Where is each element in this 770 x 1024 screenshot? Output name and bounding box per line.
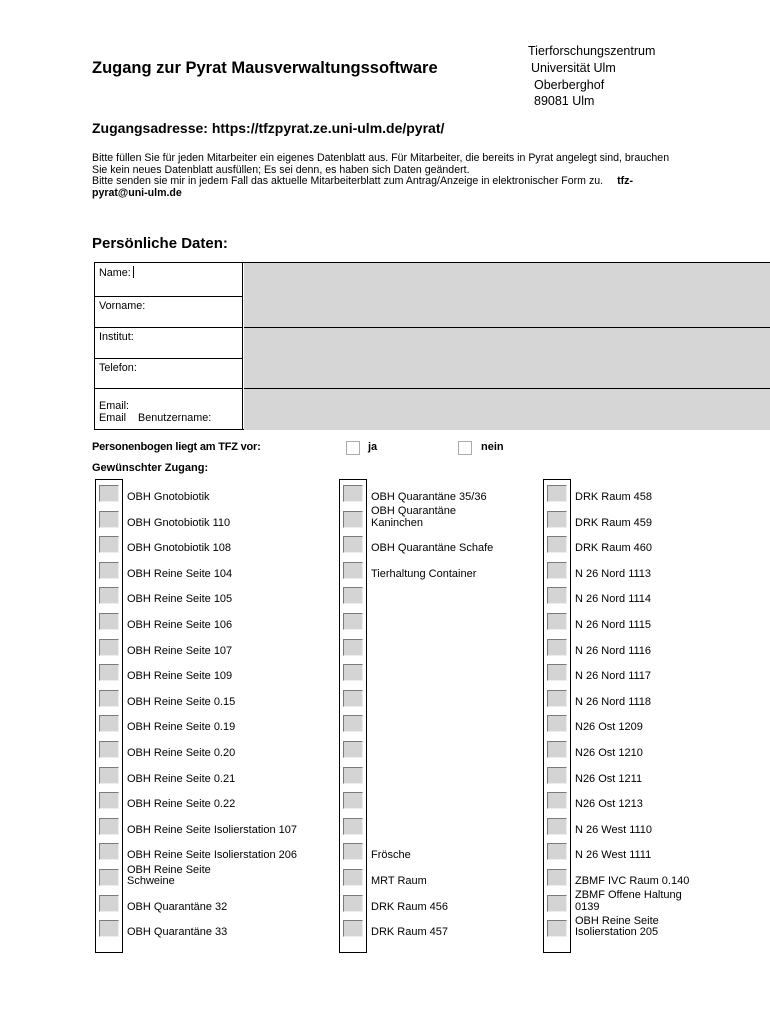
access-checkbox[interactable] bbox=[343, 895, 363, 912]
access-checkbox[interactable] bbox=[343, 741, 363, 758]
access-option[interactable] bbox=[339, 608, 569, 634]
access-checkbox[interactable] bbox=[99, 895, 119, 912]
access-checkbox[interactable] bbox=[547, 664, 567, 681]
access-option[interactable] bbox=[95, 531, 325, 557]
access-checkbox[interactable] bbox=[547, 613, 567, 630]
access-option[interactable] bbox=[339, 480, 569, 506]
contact-email: tfz-pyrat@uni-ulm.de bbox=[92, 175, 633, 199]
access-option-label: OBH Gnotobiotik bbox=[127, 491, 210, 504]
access-option-label: N 26 Nord 1118 bbox=[575, 695, 652, 708]
access-option[interactable] bbox=[339, 634, 569, 660]
access-checkbox[interactable] bbox=[547, 485, 567, 502]
access-option[interactable] bbox=[543, 915, 770, 941]
intro-send-text: Bitte senden sie mir in jedem Fall das aktuelle Mitarbeiterblatt zum Antrag/Anzeige in elektronischer Form zu. bbox=[92, 175, 604, 188]
email-input-field[interactable] bbox=[244, 389, 770, 430]
access-option-label: ZBMF IVC Raum 0.140 bbox=[575, 875, 690, 888]
access-option-label: ZBMF Offene Haltung 0139 bbox=[575, 889, 682, 913]
page-title: Zugang zur Pyrat Mausverwaltungssoftware bbox=[92, 59, 438, 77]
name-input-field[interactable] bbox=[244, 263, 770, 327]
access-option[interactable] bbox=[543, 838, 770, 864]
access-checkbox[interactable] bbox=[547, 895, 567, 912]
access-option-label: OBH Quarantäne Kaninchen bbox=[371, 505, 456, 529]
personal-data-heading: Persönliche Daten: bbox=[92, 235, 228, 252]
access-option[interactable] bbox=[95, 685, 325, 711]
access-option[interactable] bbox=[95, 838, 325, 864]
email-username-label: Email Benutzername: bbox=[99, 412, 212, 424]
access-option[interactable] bbox=[543, 582, 770, 608]
access-option[interactable] bbox=[95, 736, 325, 762]
access-option[interactable] bbox=[339, 685, 569, 711]
access-checkbox[interactable] bbox=[547, 587, 567, 604]
access-option[interactable] bbox=[95, 864, 325, 890]
access-checkbox[interactable] bbox=[547, 869, 567, 886]
access-option[interactable] bbox=[339, 710, 569, 736]
personenbogen-label: Personenbogen liegt am TFZ vor: bbox=[92, 441, 261, 453]
vorname-cell[interactable] bbox=[95, 297, 243, 328]
access-option-label: Tierhaltung Container bbox=[371, 567, 477, 580]
access-option[interactable] bbox=[95, 582, 325, 608]
access-option[interactable] bbox=[339, 557, 569, 583]
access-option[interactable] bbox=[543, 787, 770, 813]
access-option[interactable] bbox=[339, 787, 569, 813]
intro-paragraph-1: Bitte füllen Sie für jeden Mitarbeiter ein eigenes Datenblatt aus. Für Mitarbeiter, die bereits in Pyrat angelegt sind, brauchen Sie kein neues Datenblatt ausfüllen; Es sei denn, es haben sich Daten geändert. bbox=[92, 152, 670, 176]
personenbogen-no-label: nein bbox=[481, 441, 504, 453]
access-option[interactable] bbox=[95, 659, 325, 685]
access-option-label: DRK Raum 457 bbox=[371, 926, 449, 939]
access-option[interactable] bbox=[543, 685, 770, 711]
access-checkbox[interactable] bbox=[343, 587, 363, 604]
access-option[interactable] bbox=[543, 864, 770, 890]
access-option[interactable] bbox=[339, 659, 569, 685]
institut-input-field[interactable] bbox=[244, 328, 770, 388]
access-option[interactable] bbox=[339, 762, 569, 788]
access-option-label: Frösche bbox=[371, 849, 411, 862]
access-option[interactable] bbox=[339, 531, 569, 557]
access-option-label: OBH Reine Seite Schweine bbox=[127, 863, 211, 888]
access-option[interactable] bbox=[339, 813, 569, 839]
access-checkbox[interactable] bbox=[343, 562, 363, 579]
access-option-label: DRK Raum 460 bbox=[575, 542, 653, 555]
access-option-label: N26 Ost 1209 bbox=[575, 721, 643, 734]
access-option[interactable] bbox=[543, 557, 770, 583]
access-checkbox[interactable] bbox=[99, 869, 119, 886]
access-option[interactable] bbox=[95, 634, 325, 660]
access-checkbox[interactable] bbox=[547, 639, 567, 656]
access-option-label: OBH Reine Seite 0.19 bbox=[127, 721, 236, 734]
access-checkbox[interactable] bbox=[343, 767, 363, 784]
access-option[interactable] bbox=[339, 915, 569, 941]
address-line: 89081 Ulm bbox=[534, 94, 595, 108]
access-option-label: OBH Reine Seite 109 bbox=[127, 670, 233, 683]
access-option[interactable] bbox=[543, 480, 770, 506]
access-option-label: N26 Ost 1210 bbox=[575, 747, 643, 760]
access-option-label: OBH Quarantäne 35/36 bbox=[371, 491, 487, 504]
email-cell[interactable] bbox=[95, 389, 243, 430]
access-checkbox[interactable] bbox=[343, 818, 363, 835]
access-option[interactable] bbox=[339, 582, 569, 608]
access-checkbox[interactable] bbox=[99, 715, 119, 732]
access-option-label: MRT Raum bbox=[371, 875, 427, 888]
access-option[interactable] bbox=[543, 710, 770, 736]
address-line: Tierforschungszentrum bbox=[528, 44, 656, 58]
access-checkbox[interactable] bbox=[547, 741, 567, 758]
access-option[interactable] bbox=[95, 608, 325, 634]
access-option-label: N 26 Nord 1115 bbox=[575, 619, 652, 632]
access-checkbox[interactable] bbox=[343, 485, 363, 502]
access-checkbox[interactable] bbox=[99, 562, 119, 579]
intro-paragraph-2 bbox=[92, 176, 672, 199]
access-option-label: OBH Quarantäne Schafe bbox=[371, 542, 494, 555]
access-checkbox[interactable] bbox=[343, 536, 363, 553]
access-checkbox[interactable] bbox=[99, 613, 119, 630]
access-option[interactable] bbox=[95, 557, 325, 583]
access-checkbox[interactable] bbox=[547, 715, 567, 732]
access-checkbox[interactable] bbox=[99, 690, 119, 707]
access-option-label: DRK Raum 459 bbox=[575, 516, 653, 529]
access-option[interactable] bbox=[543, 890, 770, 916]
access-checkbox[interactable] bbox=[547, 920, 567, 937]
access-checkbox[interactable] bbox=[99, 639, 119, 656]
access-option[interactable] bbox=[95, 890, 325, 916]
access-option-label: N26 Ost 1213 bbox=[575, 798, 643, 811]
access-checkbox[interactable] bbox=[547, 562, 567, 579]
access-option-label: OBH Reine Seite Isolierstation 107 bbox=[127, 823, 297, 836]
access-option[interactable] bbox=[339, 506, 569, 532]
access-checkbox[interactable] bbox=[343, 792, 363, 809]
access-checkbox[interactable] bbox=[343, 639, 363, 656]
institut-cell[interactable] bbox=[95, 328, 243, 359]
access-checkbox[interactable] bbox=[547, 843, 567, 860]
access-option-label: OBH Reine Seite Isolierstation 206 bbox=[127, 849, 297, 862]
access-option[interactable] bbox=[95, 480, 325, 506]
address-line: Oberberghof bbox=[534, 78, 605, 92]
access-option[interactable] bbox=[339, 736, 569, 762]
access-checkbox[interactable] bbox=[343, 690, 363, 707]
access-checkbox[interactable] bbox=[343, 920, 363, 937]
access-option[interactable] bbox=[339, 890, 569, 916]
access-checkbox[interactable] bbox=[99, 485, 119, 502]
access-option-label: OBH Quarantäne 32 bbox=[127, 900, 228, 913]
access-option[interactable] bbox=[543, 659, 770, 685]
access-option-label: OBH Reine Seite Isolierstation 205 bbox=[575, 914, 659, 939]
access-option[interactable] bbox=[95, 710, 325, 736]
access-checkbox[interactable] bbox=[99, 818, 119, 835]
access-checkbox[interactable] bbox=[343, 613, 363, 630]
address-line: Universität Ulm bbox=[531, 61, 616, 75]
access-checkbox[interactable] bbox=[99, 511, 119, 528]
access-option[interactable] bbox=[95, 915, 325, 941]
access-option[interactable] bbox=[543, 531, 770, 557]
text-cursor bbox=[133, 266, 134, 278]
access-checkbox[interactable] bbox=[99, 587, 119, 604]
access-checkbox[interactable] bbox=[99, 792, 119, 809]
access-option-label: OBH Reine Seite 0.21 bbox=[127, 772, 236, 785]
access-option-label: DRK Raum 458 bbox=[575, 491, 653, 504]
access-option[interactable] bbox=[339, 838, 569, 864]
access-checkbox[interactable] bbox=[547, 536, 567, 553]
access-option[interactable] bbox=[543, 506, 770, 532]
access-option-label: OBH Quarantäne 33 bbox=[127, 926, 228, 939]
access-checkbox[interactable] bbox=[547, 767, 567, 784]
access-checkbox[interactable] bbox=[547, 792, 567, 809]
access-checkbox[interactable] bbox=[99, 536, 119, 553]
access-checkbox[interactable] bbox=[99, 920, 119, 937]
access-option-label: OBH Gnotobiotik 108 bbox=[127, 542, 231, 555]
name-label: Name: bbox=[99, 267, 131, 279]
access-checkbox[interactable] bbox=[99, 741, 119, 758]
personenbogen-yes-label: ja bbox=[368, 441, 378, 453]
access-option[interactable] bbox=[339, 864, 569, 890]
access-option-label: OBH Reine Seite 0.22 bbox=[127, 798, 236, 811]
access-checkbox[interactable] bbox=[343, 869, 363, 886]
access-checkbox[interactable] bbox=[547, 511, 567, 528]
access-option[interactable] bbox=[543, 608, 770, 634]
access-url: Zugangsadresse: https://tfzpyrat.ze.uni-ulm.de/pyrat/ bbox=[92, 120, 445, 136]
access-checkbox[interactable] bbox=[343, 715, 363, 732]
access-option-label: OBH Reine Seite 104 bbox=[127, 567, 233, 580]
personal-data-form bbox=[94, 262, 770, 430]
access-option-label: OBH Reine Seite 0.20 bbox=[127, 747, 236, 760]
access-option[interactable] bbox=[543, 736, 770, 762]
access-option-label: OBH Reine Seite 107 bbox=[127, 644, 233, 657]
access-checkbox[interactable] bbox=[343, 511, 363, 528]
access-option-label: N 26 Nord 1117 bbox=[575, 670, 652, 683]
access-option-label: N 26 Nord 1113 bbox=[575, 567, 652, 580]
vorname-label: Vorname: bbox=[99, 300, 146, 312]
access-option-label: N 26 Nord 1114 bbox=[575, 593, 652, 606]
access-option-label: OBH Gnotobiotik 110 bbox=[127, 516, 231, 529]
access-checkbox[interactable] bbox=[99, 664, 119, 681]
access-option-label: OBH Reine Seite 106 bbox=[127, 619, 233, 632]
access-option-label: OBH Reine Seite 0.15 bbox=[127, 695, 236, 708]
telefon-cell[interactable] bbox=[95, 359, 243, 389]
access-option-label: N 26 West 1111 bbox=[575, 849, 652, 862]
institut-label: Institut: bbox=[99, 331, 134, 343]
address-block bbox=[528, 43, 655, 109]
access-option-label: N 26 West 1110 bbox=[575, 823, 653, 836]
access-option[interactable] bbox=[95, 762, 325, 788]
access-option[interactable] bbox=[543, 762, 770, 788]
access-option-label: N 26 Nord 1116 bbox=[575, 644, 652, 657]
access-option[interactable] bbox=[543, 634, 770, 660]
access-option-label: N26 Ost 1211 bbox=[575, 772, 643, 785]
access-checkbox[interactable] bbox=[99, 767, 119, 784]
personenbogen-yes-checkbox[interactable] bbox=[346, 441, 360, 455]
access-option[interactable] bbox=[95, 787, 325, 813]
access-option[interactable] bbox=[543, 813, 770, 839]
access-checkbox[interactable] bbox=[343, 843, 363, 860]
access-checkbox[interactable] bbox=[547, 690, 567, 707]
access-option-label: OBH Reine Seite 105 bbox=[127, 593, 233, 606]
personenbogen-no-checkbox[interactable] bbox=[458, 441, 472, 455]
access-checkbox[interactable] bbox=[99, 843, 119, 860]
intro-text bbox=[92, 153, 672, 199]
access-option-label: DRK Raum 456 bbox=[371, 900, 449, 913]
telefon-label: Telefon: bbox=[99, 362, 137, 374]
name-cell[interactable] bbox=[95, 263, 243, 296]
access-option[interactable] bbox=[95, 813, 325, 839]
access-option[interactable] bbox=[95, 506, 325, 532]
access-checkbox[interactable] bbox=[343, 664, 363, 681]
access-checkbox[interactable] bbox=[547, 818, 567, 835]
email-label: Email: bbox=[99, 400, 129, 412]
access-heading: Gewünschter Zugang: bbox=[92, 462, 209, 474]
